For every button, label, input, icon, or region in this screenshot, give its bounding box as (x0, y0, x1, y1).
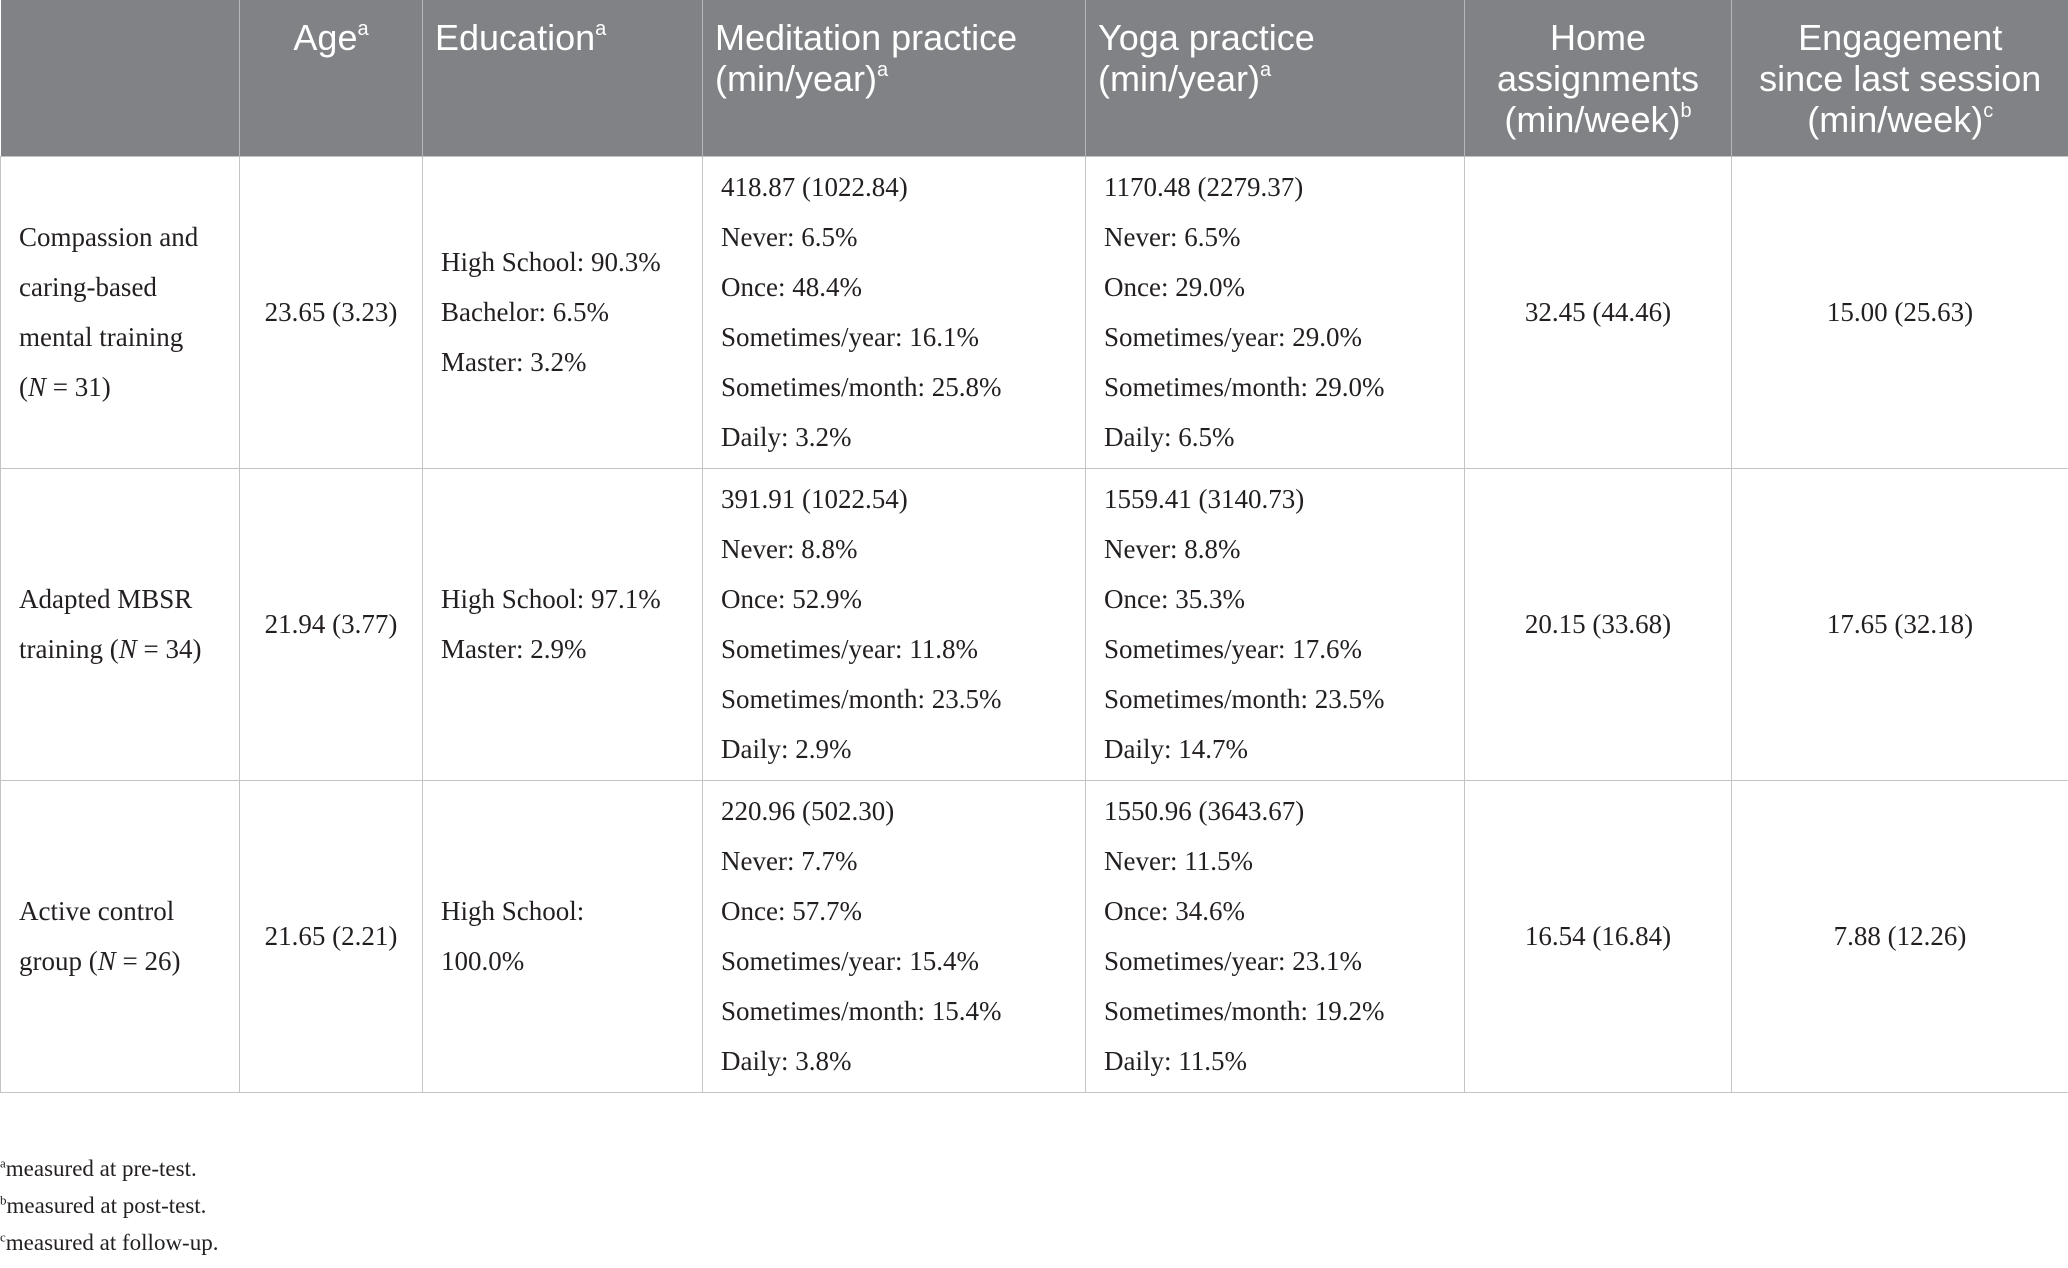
table-header (1, 0, 2068, 156)
footnote: $^c$measured at follow-up. (0, 1229, 219, 1255)
header-cell-age: Age$^a$ (240, 0, 423, 156)
table-footnotes (0, 1150, 218, 1261)
meditation-cell: 418.87 (1022.84) Never: 6.5% Once: 48.4% Sometimes/year: 16.1% Sometimes/month: 25.8% Daily: 3.2% (703, 156, 1086, 468)
footnote: $^a$measured at pre-test. (0, 1155, 197, 1181)
header-cell-education: Education$^a$ (423, 0, 703, 156)
age-cell: 21.65 (2.21) (240, 780, 423, 1092)
yoga-cell: 1550.96 (3643.67) Never: 11.5% Once: 34.6% Sometimes/year: 23.1% Sometimes/month: 19.2% Daily: 11.5% (1086, 780, 1465, 1092)
yoga-cell: 1170.48 (2279.37) Never: 6.5% Once: 29.0% Sometimes/year: 29.0% Sometimes/month: 29.0% Daily: 6.5% (1086, 156, 1465, 468)
education-cell: High School: 100.0% (423, 780, 703, 1092)
group-cell: Compassion and caring-based mental training (N = 31) (1, 156, 240, 468)
age-cell: 21.94 (3.77) (240, 468, 423, 780)
yoga-cell: 1559.41 (3140.73) Never: 8.8% Once: 35.3% Sometimes/year: 17.6% Sometimes/month: 23.5% Daily: 14.7% (1086, 468, 1465, 780)
education-cell: High School: 90.3% Bachelor: 6.5% Master: 3.2% (423, 156, 703, 468)
group-n-line: training (N = 34) (19, 634, 202, 664)
header-cell-meditation: Meditation practice (min/year)$^a$ (703, 0, 1086, 156)
education-cell: High School: 97.1% Master: 2.9% (423, 468, 703, 780)
header-cell-group (1, 0, 240, 156)
age-cell: 23.65 (3.23) (240, 156, 423, 468)
header-cell-engagement: Engagement since last session (min/week)$^c$ (1732, 0, 2068, 156)
engagement-cell: 17.65 (32.18) (1732, 468, 2068, 780)
home-assignments-cell: 20.15 (33.68) (1465, 468, 1732, 780)
group-n-line: group (N = 26) (19, 946, 181, 976)
table-row (1, 156, 2068, 468)
header-cell-yoga: Yoga practice (min/year)$^a$ (1086, 0, 1465, 156)
table-row (1, 780, 2068, 1092)
group-cell: Adapted MBSR training (N = 34) (1, 468, 240, 780)
footnote: $^b$measured at post-test. (0, 1192, 207, 1218)
group-cell: Active control group (N = 26) (1, 780, 240, 1092)
table-body (1, 156, 2068, 1092)
home-assignments-cell: 16.54 (16.84) (1465, 780, 1732, 1092)
engagement-cell: 15.00 (25.63) (1732, 156, 2068, 468)
meditation-cell: 220.96 (502.30) Never: 7.7% Once: 57.7% Sometimes/year: 15.4% Sometimes/month: 15.4% Daily: 3.8% (703, 780, 1086, 1092)
home-assignments-cell: 32.45 (44.46) (1465, 156, 1732, 468)
meditation-cell: 391.91 (1022.54) Never: 8.8% Once: 52.9% Sometimes/year: 11.8% Sometimes/month: 23.5% Daily: 2.9% (703, 468, 1086, 780)
header-row (1, 0, 2068, 156)
table-row (1, 468, 2068, 780)
group-n-line: (N = 31) (19, 372, 111, 402)
engagement-cell: 7.88 (12.26) (1732, 780, 2068, 1092)
header-cell-home-assignments: Home assignments (min/week)$^b$ (1465, 0, 1732, 156)
